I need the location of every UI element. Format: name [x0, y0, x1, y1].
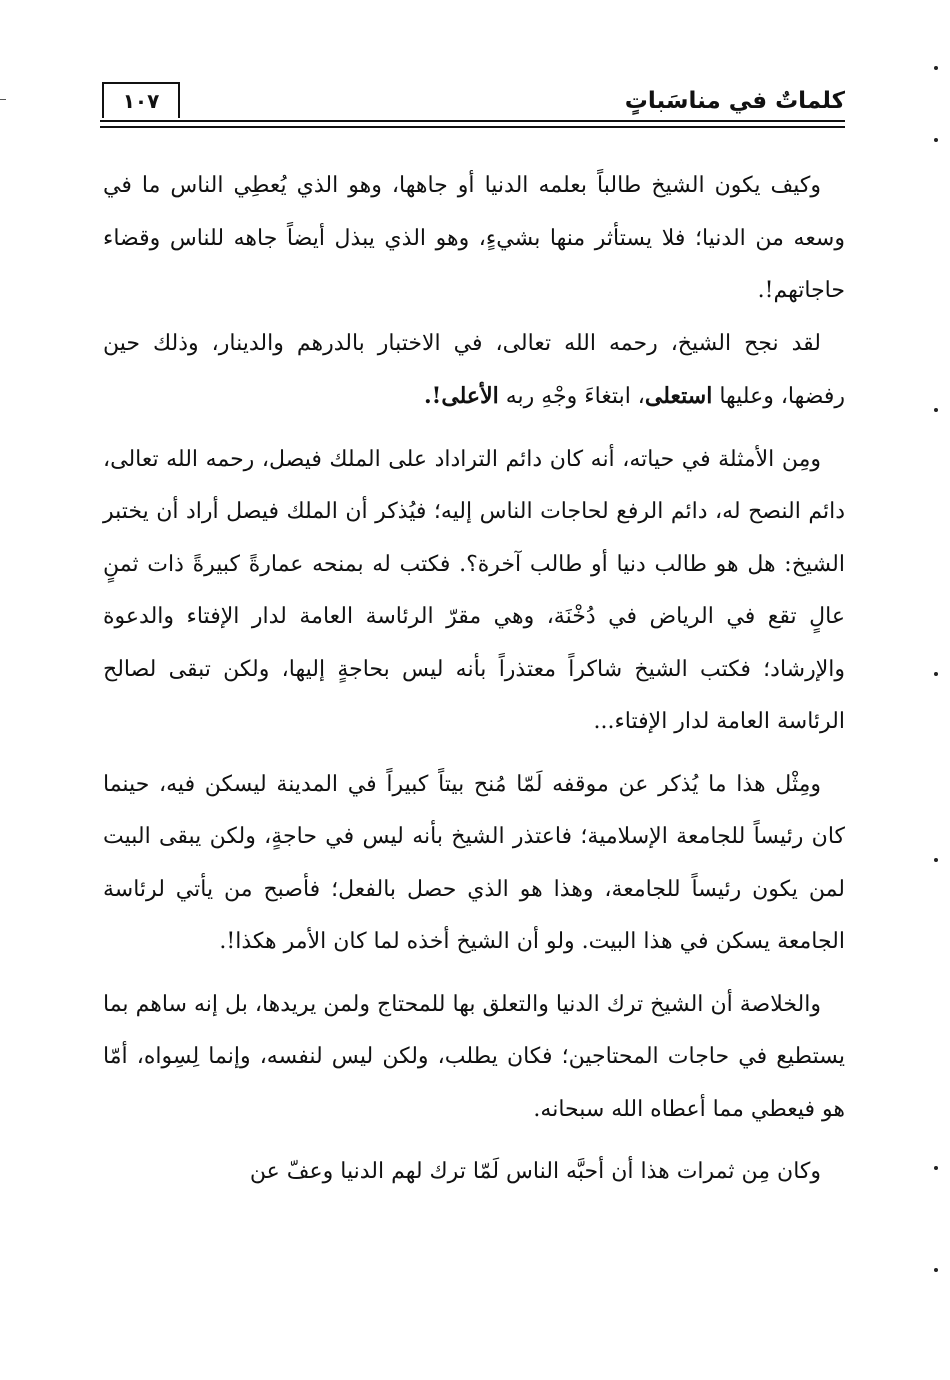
margin-dot [934, 1166, 938, 1170]
page-number-box [102, 82, 180, 118]
paragraph [103, 979, 845, 1137]
margin-dot [934, 66, 938, 70]
paragraph-text: ومِن الأمثلة في حياته، أنه كان دائم التراداد على الملك فيصل، رحمه الله تعالى، دائم النصح له، دائم الرفع لحاجات الناس إليه؛ فيُذكر أن الملك فيصل أراد أن يختبر الشيخ: هل هو طالب دنيا أو طالب آخرة؟. فكتب له بمنحه عمارةً كبيرةً ذات ثمنٍ عالٍ تقع في الرياض في دُخْنَة، وهي مقرّ الرئاسة العامة لدار الإفتاء والدعوة والإرشاد؛ فكتب الشيخ شاكراً معتذراً بأنه ليس بحاجةٍ إليها، ولكن تبقى لصالح الرئاسة العامة لدار الإفتاء... [103, 446, 845, 734]
margin-tick-mark [0, 99, 6, 100]
page-header [100, 82, 845, 128]
paragraph-text: لقد نجح الشيخ، رحمه الله تعالى، في الاختبار بالدرهم والدينار، وذلك حين رفضها، وعليها [103, 330, 845, 409]
paragraph [103, 1146, 845, 1199]
bold-text: الأعلى!. [424, 383, 499, 409]
paragraph-text: ، ابتغاءَ وجْهِ ربه [498, 384, 645, 409]
paragraph-text: وكيف يكون الشيخ طالباً بعلمه الدنيا أو جاهها، وهو الذي يُعطِي الناس ما في وسعه من الدنيا؛ فلا يستأثر منها بشيءٍ، وهو الذي يبذل أيضاً جاهه للناس وقضاء حاجاتهم!. [103, 173, 845, 303]
paragraph-text: وكان مِن ثمرات هذا أن أحبَّه الناس لَمّا ترك لهم الدنيا وعفّ عن [249, 1159, 821, 1184]
margin-dot [934, 672, 938, 676]
paragraph [103, 434, 845, 749]
page-number: ١٠٧ [122, 89, 160, 113]
header-rule [100, 120, 845, 128]
paragraph [103, 318, 845, 424]
margin-dot [934, 408, 938, 412]
paragraph-text: والخلاصة أن الشيخ ترك الدنيا والتعلق بها للمحتاج ولمن يريدها، بل إنه ساهم بما يستطيع في حاجات المحتاجين؛ فكان يطلب، ولكن ليس لنفسه، وإنما لِسِواه، أمّا هو فيعطي مما أعطاه الله سبحانه. [103, 991, 845, 1122]
bold-text: استعلى [644, 383, 713, 409]
running-title: كلماتٌ في مناسَباتٍ [624, 88, 845, 114]
body-text [103, 160, 845, 1199]
paragraph [103, 160, 845, 318]
margin-dot [934, 1268, 938, 1272]
paragraph [103, 759, 845, 969]
margin-dot [934, 858, 938, 862]
paragraph-text: ومِثْل هذا ما يُذكر عن موقفه لَمّا مُنح بيتاً كبيراً في المدينة ليسكن فيه، حينما كان رئيساً للجامعة الإسلامية؛ فاعتذر الشيخ بأنه ليس في حاجةٍ، ولكن يبقى البيت لمن يكون رئيساً للجامعة، وهذا هو الذي حصل بالفعل؛ فأصبح من يأتي لرئاسة الجامعة يسكن في هذا البيت. ولو أن الشيخ أخذه لما كان الأمر هكذا!. [103, 771, 845, 954]
margin-dot [934, 138, 938, 142]
